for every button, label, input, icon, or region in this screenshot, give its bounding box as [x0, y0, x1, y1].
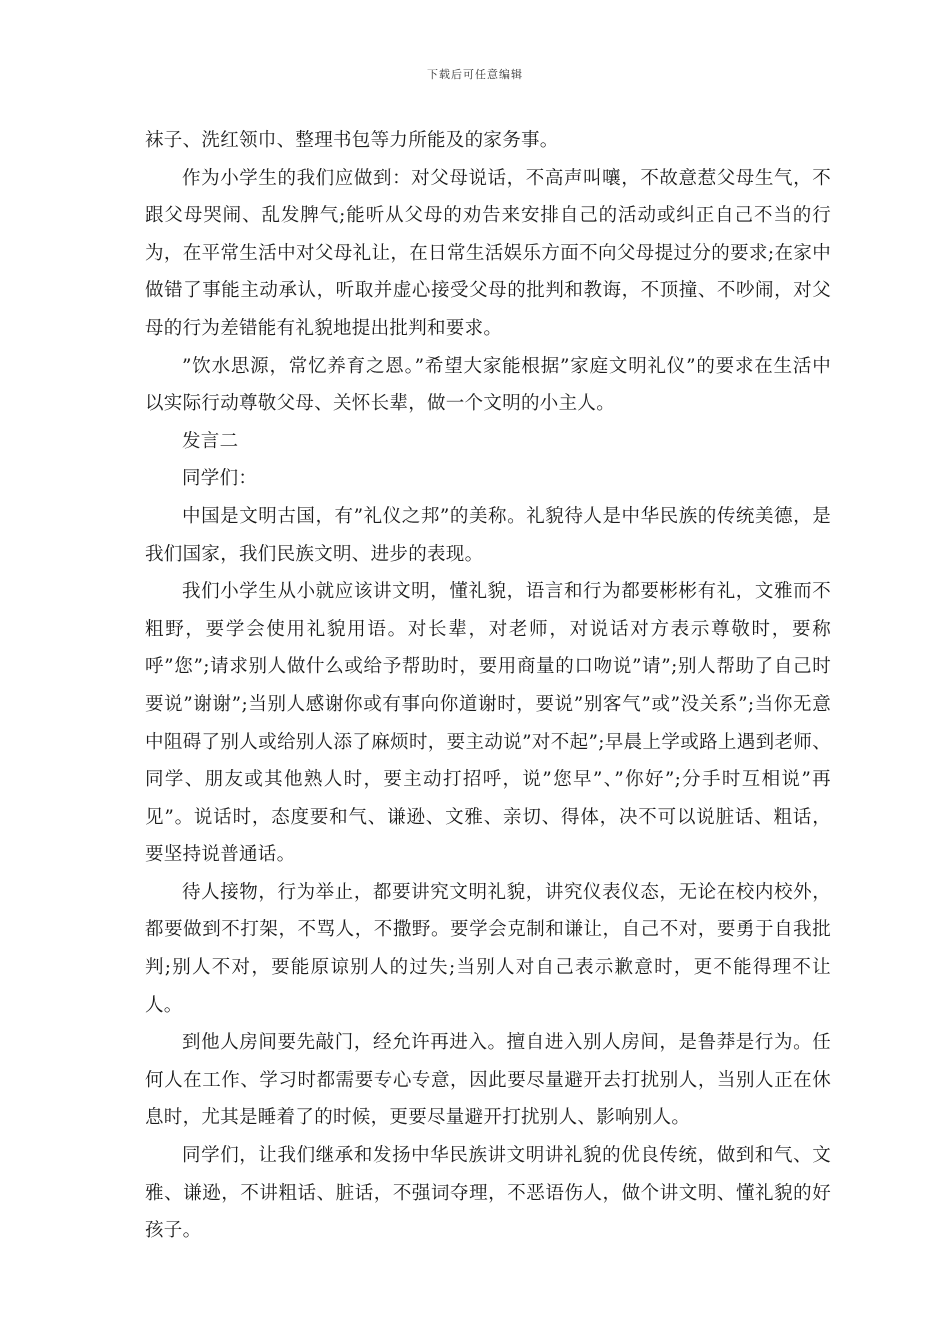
- paragraph: 作为小学生的我们应做到：对父母说话，不高声叫嚷，不故意惹父母生气，不跟父母哭闹、乱发脾气;能听从父母的劝告来安排自己的活动或纠正自己不当的行为，在平常生活中对父母礼让，在日常生活娱乐方面不向父母提过分的要求;在家中做错了事能主动承认，听取并虚心接受父母的批判和教诲，不顶撞、不吵闹，对父母的行为差错能有礼貌地提出批判和要求。: [145, 167, 831, 339]
- salutation: 同学们：: [182, 468, 258, 490]
- page-header: 下载后可任意编辑: [427, 68, 523, 81]
- document-body: [145, 122, 831, 1250]
- paragraph: 同学们，让我们继承和发扬中华民族讲文明讲礼貌的优良传统，做到和气、文雅、谦逊，不讲粗话、脏话，不强词夺理，不恶语伤人，做个讲文明、懂礼貌的好孩子。: [145, 1145, 831, 1242]
- paragraph: 待人接物，行为举止，都要讲究文明礼貌，讲究仪表仪态，无论在校内校外，都要做到不打架，不骂人，不撒野。要学会克制和谦让，自己不对，要勇于自我批判;别人不对，要能原谅别人的过失;当别人对自己表示歉意时，更不能得理不让人。: [145, 881, 831, 1016]
- paragraph: 到他人房间要先敲门，经允许再进入。擅自进入别人房间，是鲁莽是行为。任何人在工作、学习时都需要专心专意，因此要尽量避开去打扰别人，当别人正在休息时，尤其是睡着了的时候，更要尽量避开打扰别人、影响别人。: [145, 1032, 831, 1129]
- paragraph: 中国是文明古国，有”礼仪之邦”的美称。礼貌待人是中华民族的传统美德，是我们国家，我们民族文明、进步的表现。: [145, 505, 831, 565]
- paragraph: ”饮水思源，常忆养育之恩。”希望大家能根据”家庭文明礼仪”的要求在生活中以实际行动尊敬父母、关怀长辈，做一个文明的小主人。: [145, 355, 831, 415]
- section-heading: 发言二: [182, 430, 239, 452]
- paragraph: 袜子、洗红领巾、整理书包等力所能及的家务事。: [145, 130, 559, 151]
- paragraph: 我们小学生从小就应该讲文明，懂礼貌，语言和行为都要彬彬有礼，文雅而不粗野，要学会使用礼貌用语。对长辈，对老师，对说话对方表示尊敬时，要称呼”您”;请求别人做什么或给予帮助时，要用商量的口吻说”请”;别人帮助了自己时要说”谢谢”;当别人感谢你或有事向你道谢时，要说”别客气”或”没关系”;当你无意中阻碍了别人或给别人添了麻烦时，要主动说”对不起”;早晨上学或路上遇到老师、同学、朋友或其他熟人时，要主动打招呼，说”您早”、”你好”;分手时互相说”再见”。说话时，态度要和气、谦逊、文雅、亲切、得体，决不可以说脏话、粗话，要坚持说普通话。: [145, 581, 831, 866]
